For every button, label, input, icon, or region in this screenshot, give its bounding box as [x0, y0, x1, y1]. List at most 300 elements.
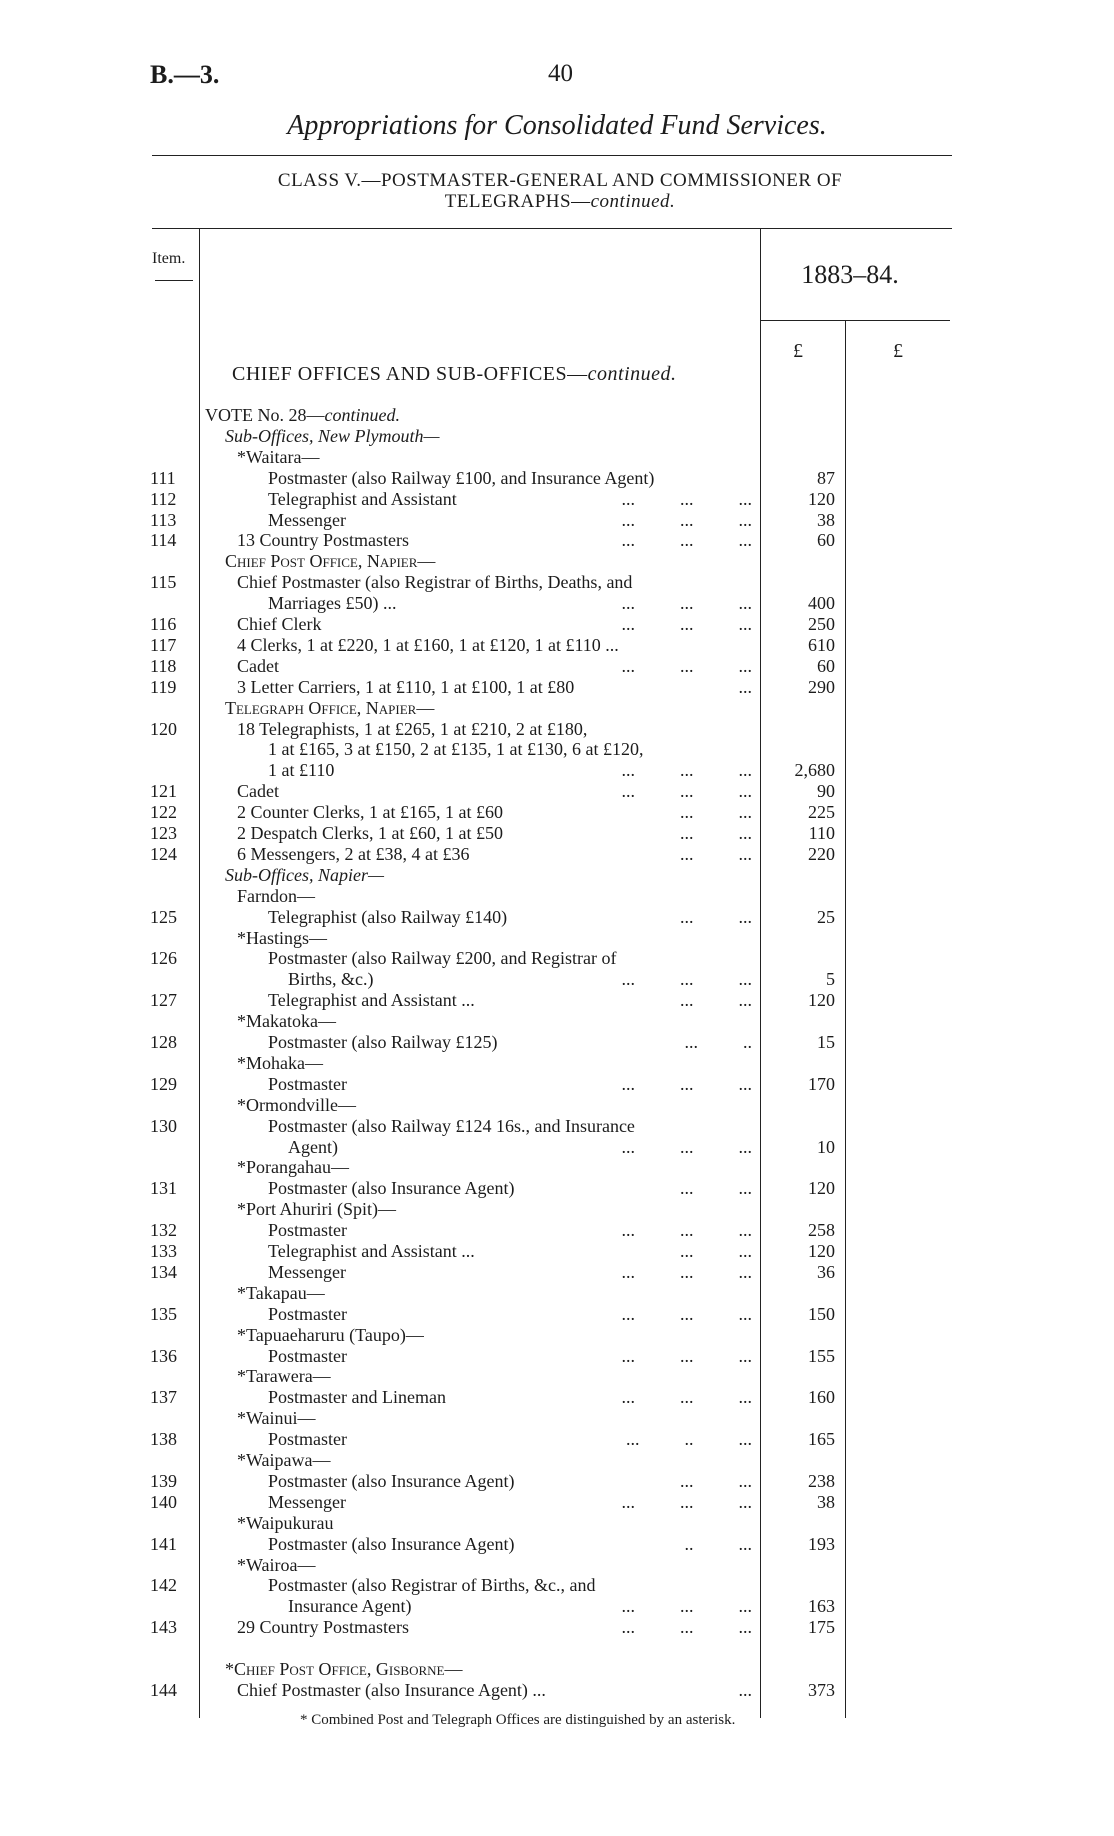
item-number: 141: [150, 1533, 177, 1554]
item-description-text: Telegraphist (also Railway £140): [268, 906, 508, 927]
item-description: [237, 447, 320, 468]
leader-dots: ... ... ...: [621, 1596, 752, 1617]
item-description: [268, 1074, 347, 1095]
amount: 193: [808, 1533, 835, 1554]
item-description: [268, 1241, 475, 1262]
leader-dots: ... ...: [680, 906, 752, 927]
amount: 38: [817, 1491, 835, 1512]
item-number: 140: [150, 1491, 177, 1512]
item-description: [268, 1116, 635, 1137]
amount: 10: [817, 1136, 835, 1157]
amount: 150: [808, 1303, 835, 1324]
item-description: [268, 1220, 347, 1241]
table-row: [0, 802, 1114, 823]
amount: 175: [808, 1617, 835, 1638]
item-description-text: Postmaster: [268, 1073, 347, 1094]
table-row: [0, 1575, 1114, 1596]
item-description: [288, 1137, 338, 1158]
table-row: [0, 1450, 1114, 1471]
leader-dots: ... ... ...: [621, 1387, 752, 1408]
item-description-text: *Porangahau—: [237, 1157, 349, 1178]
amount: 220: [808, 843, 835, 864]
item-description-text: 18 Telegraphists, 1 at £265, 1 at £210, 2 at £180,: [237, 718, 588, 739]
table-row: [0, 468, 1114, 489]
item-number: 111: [150, 467, 176, 488]
table-row: [0, 886, 1114, 907]
item-number: 119: [150, 676, 177, 697]
item-description: [237, 1408, 316, 1429]
item-description-text: *Tapuaeharuru (Taupo)—: [237, 1324, 424, 1345]
table-row: [0, 739, 1114, 760]
item-number: 120: [150, 718, 177, 739]
amount: 5: [826, 969, 835, 990]
item-description: [237, 1283, 325, 1304]
table-row: [0, 1429, 1114, 1450]
item-description: [268, 1492, 346, 1513]
table-row: [0, 698, 1114, 719]
item-description-text: 2 Counter Clerks, 1 at £165, 1 at £60: [237, 802, 503, 823]
item-description: [268, 1387, 446, 1408]
item-description: [237, 928, 327, 949]
class-heading-line2: [160, 191, 960, 212]
amount: 373: [808, 1679, 835, 1700]
item-number: 121: [150, 781, 177, 802]
table-row: [0, 1492, 1114, 1513]
table-row: [0, 1659, 1114, 1680]
item-description: [268, 990, 475, 1011]
item-description: [237, 1617, 409, 1638]
leader-dots: ... ..: [684, 1032, 752, 1052]
table-row: [0, 865, 1114, 886]
item-description-text: Chief Clerk: [237, 614, 322, 634]
item-description-text: Postmaster (also Railway £100, and Insurance Agent): [268, 467, 655, 488]
item-number: 134: [150, 1261, 177, 1282]
item-description-text: Messenger: [268, 1261, 346, 1282]
item-description: [237, 1366, 331, 1387]
table-row: [0, 1325, 1114, 1346]
item-description: [268, 1534, 514, 1555]
item-description-text: *Tarawera—: [237, 1366, 331, 1387]
amount: 610: [808, 634, 835, 655]
item-description-text: 3 Letter Carriers, 1 at £110, 1 at £100, 1 at £80: [237, 676, 575, 697]
leader-dots: ... ... ...: [621, 1303, 752, 1324]
item-description-text: *Waitara—: [237, 446, 320, 467]
item-description-text: *Wairoa—: [237, 1554, 316, 1575]
table-row: [0, 635, 1114, 656]
item-description: [237, 530, 409, 551]
item-description: [237, 1555, 316, 1576]
item-description: [237, 823, 503, 844]
item-number: 133: [150, 1241, 177, 1261]
item-number: 116: [150, 614, 177, 634]
leader-dots: ... ...: [680, 1241, 752, 1261]
leader-dots: ... ...: [680, 843, 752, 864]
item-description: [225, 698, 434, 719]
item-description: [268, 1262, 346, 1283]
leader-dots: ... ... ...: [621, 530, 752, 551]
item-description-text: *Chief Post Office, Gisborne—: [225, 1659, 463, 1679]
item-number: 143: [150, 1617, 177, 1638]
table-row: [0, 823, 1114, 844]
item-description: [225, 426, 439, 447]
leader-dots: ... ...: [680, 1470, 752, 1491]
item-number: 131: [150, 1178, 177, 1199]
amount: 60: [817, 530, 835, 551]
item-number: 113: [150, 509, 177, 530]
amount: 120: [808, 990, 835, 1011]
item-description: [237, 1513, 334, 1534]
table-row: [0, 593, 1114, 614]
pound-sign-1: £: [793, 340, 803, 362]
item-description-text: Postmaster (also Registrar of Births, &c., and: [268, 1575, 596, 1596]
item-description: [268, 907, 507, 928]
table-row: [0, 1387, 1114, 1408]
table-row: [0, 760, 1114, 781]
header-rule: [152, 228, 952, 229]
item-description-italic: Sub-Offices, Napier—: [225, 864, 384, 885]
item-description-text: Postmaster: [268, 1429, 347, 1450]
item-description-text: 13 Country Postmasters: [237, 530, 410, 551]
leader-dots: ... ... ...: [621, 781, 752, 802]
item-number: 122: [150, 802, 177, 823]
item-number: 112: [150, 488, 177, 509]
table-row: [0, 510, 1114, 531]
leader-dots: ...: [738, 676, 752, 697]
leader-dots: ... ... ...: [621, 1491, 752, 1512]
item-number: 144: [150, 1679, 177, 1700]
item-description-text: 2 Despatch Clerks, 1 at £60, 1 at £50: [237, 823, 503, 843]
item-description: [237, 1053, 323, 1074]
item-description-italic: Sub-Offices, New Plymouth—: [225, 425, 440, 446]
table-row: [0, 928, 1114, 949]
leader-dots: ... ... ...: [621, 488, 752, 509]
table-row: [0, 1116, 1114, 1137]
leader-dots: ... ...: [680, 823, 752, 843]
item-description: [205, 405, 400, 426]
year-column-header: 1883–84.: [801, 260, 899, 289]
item-description-text: Messenger: [268, 1491, 346, 1512]
item-number: 124: [150, 843, 177, 864]
item-number: 125: [150, 906, 177, 927]
table-row: [0, 1220, 1114, 1241]
amount: 2,680: [794, 760, 835, 781]
amount: 290: [808, 676, 835, 697]
table-row: [0, 551, 1114, 572]
item-description: [268, 593, 396, 614]
table-row: [0, 1617, 1114, 1638]
item-description-text: Postmaster: [268, 1220, 347, 1241]
item-description: [237, 614, 321, 635]
amount: 60: [817, 655, 835, 676]
page-number: 40: [548, 60, 573, 87]
item-description: [237, 1095, 356, 1116]
item-description-text: Insurance Agent): [288, 1596, 412, 1617]
title-rule: [152, 155, 952, 156]
amount: 170: [808, 1073, 835, 1094]
table-row: [0, 1534, 1114, 1555]
item-description-text: Postmaster (also Insurance Agent): [268, 1533, 515, 1554]
table-row: [0, 1283, 1114, 1304]
item-description-text: *Ormondville—: [237, 1094, 356, 1115]
leader-dots: ... ... ...: [621, 1136, 752, 1157]
item-description: [237, 781, 279, 802]
class-heading-line2-italic: continued.: [590, 191, 676, 212]
item-number: 115: [150, 572, 177, 593]
item-number: 114: [150, 530, 177, 551]
amount: 110: [808, 823, 835, 843]
item-description-text: 1 at £165, 3 at £150, 2 at £135, 1 at £130, 6 at £120,: [268, 739, 644, 760]
item-number: 137: [150, 1387, 177, 1408]
leader-dots: ... ... ...: [621, 593, 752, 614]
leader-dots: ... ... ...: [621, 1073, 752, 1094]
item-description-text: 6 Messengers, 2 at £38, 4 at £36: [237, 843, 470, 864]
item-number: 127: [150, 990, 177, 1011]
leader-dots: .. ...: [684, 1533, 752, 1554]
amount: 258: [808, 1220, 835, 1241]
table-row: [0, 1157, 1114, 1178]
item-description-text: Agent): [288, 1136, 338, 1157]
amount: 160: [808, 1387, 835, 1408]
table-row: [0, 1199, 1114, 1220]
item-description-italic: continued.: [324, 405, 400, 425]
item-description: [268, 1429, 347, 1450]
table-row: [0, 656, 1114, 677]
table-row: [0, 1408, 1114, 1429]
leader-dots: ... ... ...: [621, 1617, 752, 1638]
item-description-text: *Port Ahuriri (Spit)—: [237, 1199, 397, 1220]
item-description-text: VOTE No. 28—: [205, 405, 325, 425]
table-row: [0, 572, 1114, 593]
item-column-header: Item.: [152, 250, 186, 267]
item-description-text: Chief Postmaster (also Insurance Agent) ...: [237, 1679, 546, 1700]
item-description: [237, 656, 279, 677]
item-description-text: *Hastings—: [237, 927, 327, 948]
item-description: [268, 760, 334, 781]
amount: 36: [817, 1261, 835, 1282]
table-row: [0, 1095, 1114, 1116]
leader-dots: ... ...: [680, 802, 752, 823]
table-row: [0, 1346, 1114, 1367]
item-number: 117: [150, 634, 177, 655]
item-description: [237, 1157, 349, 1178]
item-description: [268, 1471, 514, 1492]
amount: 90: [817, 781, 835, 802]
table-row: [0, 719, 1114, 740]
item-number: 118: [150, 655, 177, 676]
amount: 25: [817, 906, 835, 927]
amount: 15: [817, 1032, 835, 1052]
table-row: [0, 447, 1114, 468]
item-description-text: Chief Postmaster (also Registrar of Births, Deaths, and: [237, 572, 633, 593]
table-row: [0, 530, 1114, 551]
item-description-text: Telegraphist and Assistant: [268, 488, 457, 509]
item-description-text: Postmaster: [268, 1345, 347, 1366]
item-description: [237, 719, 587, 740]
table-row: [0, 614, 1114, 635]
item-description-text: Marriages £50) ...: [268, 593, 397, 614]
item-description: [268, 489, 457, 510]
amount: 165: [808, 1429, 835, 1450]
year-rule: [760, 320, 950, 321]
amount: 250: [808, 614, 835, 634]
item-number: 129: [150, 1073, 177, 1094]
item-description: [268, 510, 346, 531]
table-row: [0, 907, 1114, 928]
leader-dots: ... .. ...: [626, 1429, 752, 1450]
item-description-text: 1 at £110: [268, 760, 335, 781]
leader-dots: ... ... ...: [621, 969, 752, 990]
class-heading-line2-text: TELEGRAPHS—: [444, 191, 591, 212]
item-description: [237, 802, 503, 823]
amount: 400: [808, 593, 835, 614]
item-description: [268, 1304, 347, 1325]
item-description: [237, 677, 574, 698]
item-description-text: Postmaster (also Railway £200, and Registrar of: [268, 948, 617, 969]
item-header-underline: [155, 280, 193, 281]
item-description: [268, 1346, 347, 1367]
table-row: [0, 844, 1114, 865]
item-description: [237, 1325, 424, 1346]
class-heading-line1: CLASS V.—POSTMASTER-GENERAL AND COMMISSIONER OF: [277, 170, 843, 191]
table-row: [0, 1262, 1114, 1283]
item-description: [237, 635, 619, 656]
table-row: [0, 1053, 1114, 1074]
amount: 120: [808, 1241, 835, 1261]
item-number: 128: [150, 1032, 177, 1052]
table-row: [0, 1596, 1114, 1617]
leader-dots: ... ... ...: [621, 509, 752, 530]
item-description: [268, 948, 616, 969]
item-description-text: *Waipukurau: [237, 1512, 334, 1533]
leader-dots: ... ... ...: [621, 655, 752, 676]
class-heading: [160, 170, 960, 212]
item-description-text: Births, &c.): [288, 969, 374, 990]
table-row: [0, 948, 1114, 969]
item-description-text: Postmaster (also Railway £124 16s., and Insurance: [268, 1115, 635, 1136]
item-description-text: Postmaster (also Insurance Agent): [268, 1178, 515, 1199]
section-title: [232, 363, 677, 386]
section-title-italic: continued.: [587, 363, 677, 385]
item-number: 130: [150, 1115, 177, 1136]
item-description-text: *Makatoka—: [237, 1011, 336, 1032]
table-row: [0, 1366, 1114, 1387]
leader-dots: ... ... ...: [621, 1220, 752, 1241]
item-description: [225, 1659, 462, 1680]
amount: 163: [808, 1596, 835, 1617]
item-description-text: Telegraphist and Assistant ...: [268, 1241, 475, 1261]
amount: 225: [808, 802, 835, 823]
leader-dots: ... ... ...: [621, 1345, 752, 1366]
item-description-text: Cadet: [237, 655, 279, 676]
table-row: [0, 781, 1114, 802]
item-description-text: 4 Clerks, 1 at £220, 1 at £160, 1 at £120, 1 at £110 ...: [237, 634, 619, 655]
item-description-text: Postmaster and Lineman: [268, 1387, 446, 1408]
item-description-text: Messenger: [268, 509, 346, 530]
item-description-text: Postmaster (also Railway £125): [268, 1032, 498, 1052]
table-row: [0, 1178, 1114, 1199]
item-description-text: Chief Post Office, Napier—: [225, 551, 436, 572]
item-description: [268, 1032, 497, 1053]
table-row: [0, 1555, 1114, 1576]
item-number: 142: [150, 1575, 177, 1596]
table-row: [0, 1011, 1114, 1032]
pound-sign-2: £: [893, 340, 903, 362]
item-description: [237, 1680, 546, 1701]
leader-dots: ... ...: [680, 990, 752, 1011]
table-row: [0, 426, 1114, 447]
leader-dots: ... ... ...: [621, 614, 752, 634]
item-description: [237, 1199, 396, 1220]
table-row: [0, 1680, 1114, 1701]
table-row: [0, 1074, 1114, 1095]
item-description: [268, 1178, 514, 1199]
leader-dots: ... ... ...: [621, 760, 752, 781]
table-row: [0, 1032, 1114, 1053]
item-description-text: *Mohaka—: [237, 1052, 323, 1073]
table-row: [0, 1471, 1114, 1492]
section-title-text: CHIEF OFFICES AND SUB-OFFICES—: [232, 363, 588, 385]
item-description-text: Telegraph Office, Napier—: [225, 697, 435, 718]
item-description: [237, 886, 315, 907]
amount: 120: [808, 488, 835, 509]
item-description: [268, 1575, 595, 1596]
table-row: [0, 1513, 1114, 1534]
item-number: 126: [150, 948, 177, 969]
leader-dots: ... ... ...: [621, 1261, 752, 1282]
item-description: [225, 551, 435, 572]
table-row: [0, 1638, 1114, 1659]
item-description-text: *Wainui—: [237, 1408, 316, 1429]
item-description: [237, 1011, 336, 1032]
item-description-text: Cadet: [237, 781, 279, 802]
item-number: 138: [150, 1429, 177, 1450]
item-number: 123: [150, 823, 177, 843]
page-title: Appropriations for Consolidated Fund Services.: [287, 110, 827, 141]
table-row: [0, 405, 1114, 426]
leader-dots: ... ...: [680, 1178, 752, 1199]
item-description: [268, 739, 643, 760]
item-description-text: Farndon—: [237, 885, 315, 906]
amount: 120: [808, 1178, 835, 1199]
item-description-text: 29 Country Postmasters: [237, 1617, 410, 1638]
item-description-text: *Waipawa—: [237, 1450, 331, 1470]
item-description-text: Telegraphist and Assistant ...: [268, 990, 475, 1011]
amount: 38: [817, 509, 835, 530]
item-description: [288, 969, 374, 990]
leader-dots: ...: [738, 1679, 752, 1700]
amount: 238: [808, 1470, 835, 1491]
item-description-text: *Takapau—: [237, 1282, 325, 1303]
item-description: [237, 572, 632, 593]
amount: 155: [808, 1345, 835, 1366]
item-description-text: Postmaster: [268, 1303, 347, 1324]
table-row: [0, 1241, 1114, 1262]
table-row: [0, 990, 1114, 1011]
item-number: 139: [150, 1470, 177, 1491]
table-row: [0, 1304, 1114, 1325]
item-description: [237, 1450, 331, 1471]
item-number: 136: [150, 1345, 177, 1366]
item-description: [268, 468, 654, 489]
document-code: B.—3.: [150, 60, 220, 89]
footnote: * Combined Post and Telegraph Offices are distinguished by an asterisk.: [300, 1712, 736, 1728]
table-row: [0, 969, 1114, 990]
item-description: [237, 844, 469, 865]
item-description: [288, 1596, 411, 1617]
item-description-text: Postmaster (also Insurance Agent): [268, 1470, 515, 1491]
item-description: [225, 865, 384, 886]
amount: 87: [817, 467, 835, 488]
